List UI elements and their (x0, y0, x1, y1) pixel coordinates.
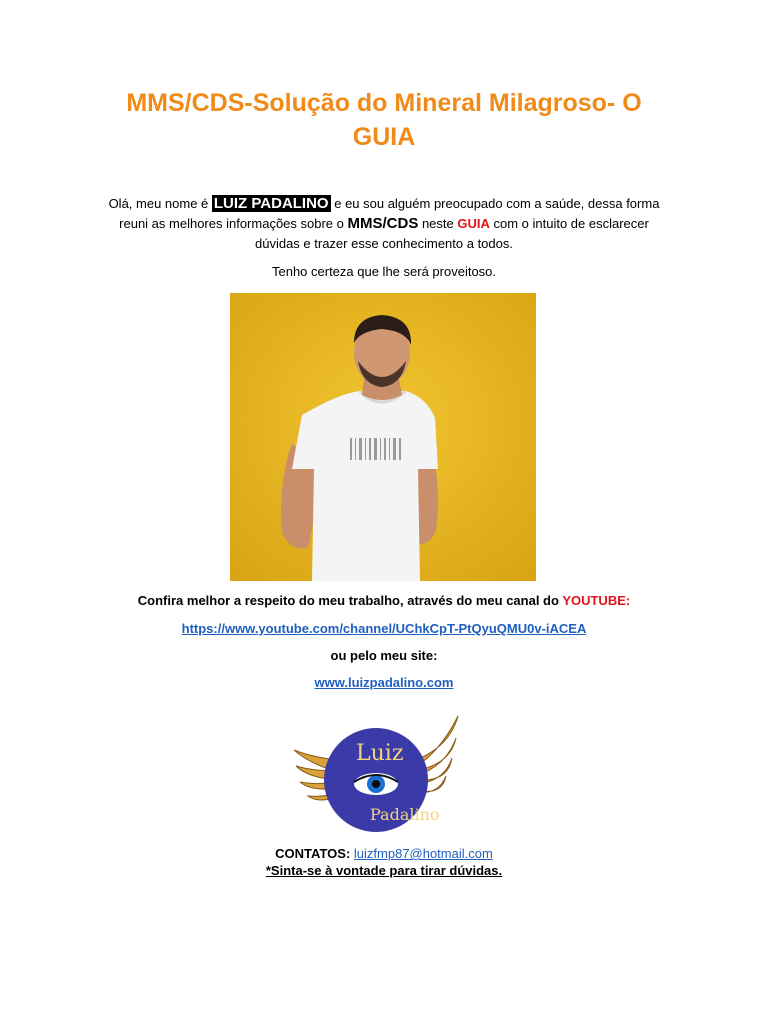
document-title (0, 86, 768, 154)
site-label: ou pelo meu site: (330, 648, 438, 663)
intro-text: reuni as melhores informações sobre o (119, 216, 348, 231)
intro-line-1 (100, 194, 668, 214)
logo-text-top: Luiz (356, 741, 404, 766)
youtube-channel-link[interactable]: https://www.youtube.com/channel/UChkCpT-PtQyuQMU0v-iACEA (181, 621, 587, 636)
youtube-link-line (0, 621, 768, 636)
intro-text: Olá, meu nome é (108, 196, 212, 211)
contacts-line (0, 846, 768, 861)
title-line-2: GUIA (352, 123, 416, 151)
logo-text-bottom: Padalino (370, 805, 440, 824)
intro-text: e eu sou alguém preocupado com a saúde, dessa forma (330, 196, 660, 211)
sure-text: Tenho certeza que lhe será proveitoso. (271, 264, 497, 279)
intro-paragraph (100, 194, 668, 254)
questions-note: *Sinta-se à vontade para tirar dúvidas. (265, 863, 503, 878)
intro-text: neste (418, 216, 458, 231)
intro-line-2 (100, 214, 668, 234)
confira-text (0, 593, 768, 608)
winged-eye-logo-icon (290, 712, 462, 837)
youtube-label: YOUTUBE: (562, 593, 631, 608)
portrait-photo (230, 293, 536, 581)
guia-highlight: GUIA (457, 216, 490, 231)
author-name-highlight: LUIZ PADALINO (213, 195, 329, 212)
portrait-photo-icon (230, 293, 536, 581)
contacts-label: CONTATOS: (275, 846, 354, 861)
mms-highlight: MMS/CDS (347, 215, 419, 232)
site-link-line (0, 675, 768, 690)
intro-text: com o intuito de esclarecer (489, 216, 649, 231)
winged-eye-logo (290, 712, 462, 837)
intro-line-3: dúvidas e trazer esse conhecimento a todos. (255, 236, 513, 251)
confira-label: Confira melhor a respeito do meu trabalho, através do meu canal do (137, 593, 563, 608)
title-line-1: MMS/CDS-Solução do Mineral Milagroso- O (126, 89, 642, 117)
website-link[interactable]: www.luizpadalino.com (314, 675, 454, 690)
contact-email-link[interactable]: luizfmp87@hotmail.com (353, 846, 493, 861)
